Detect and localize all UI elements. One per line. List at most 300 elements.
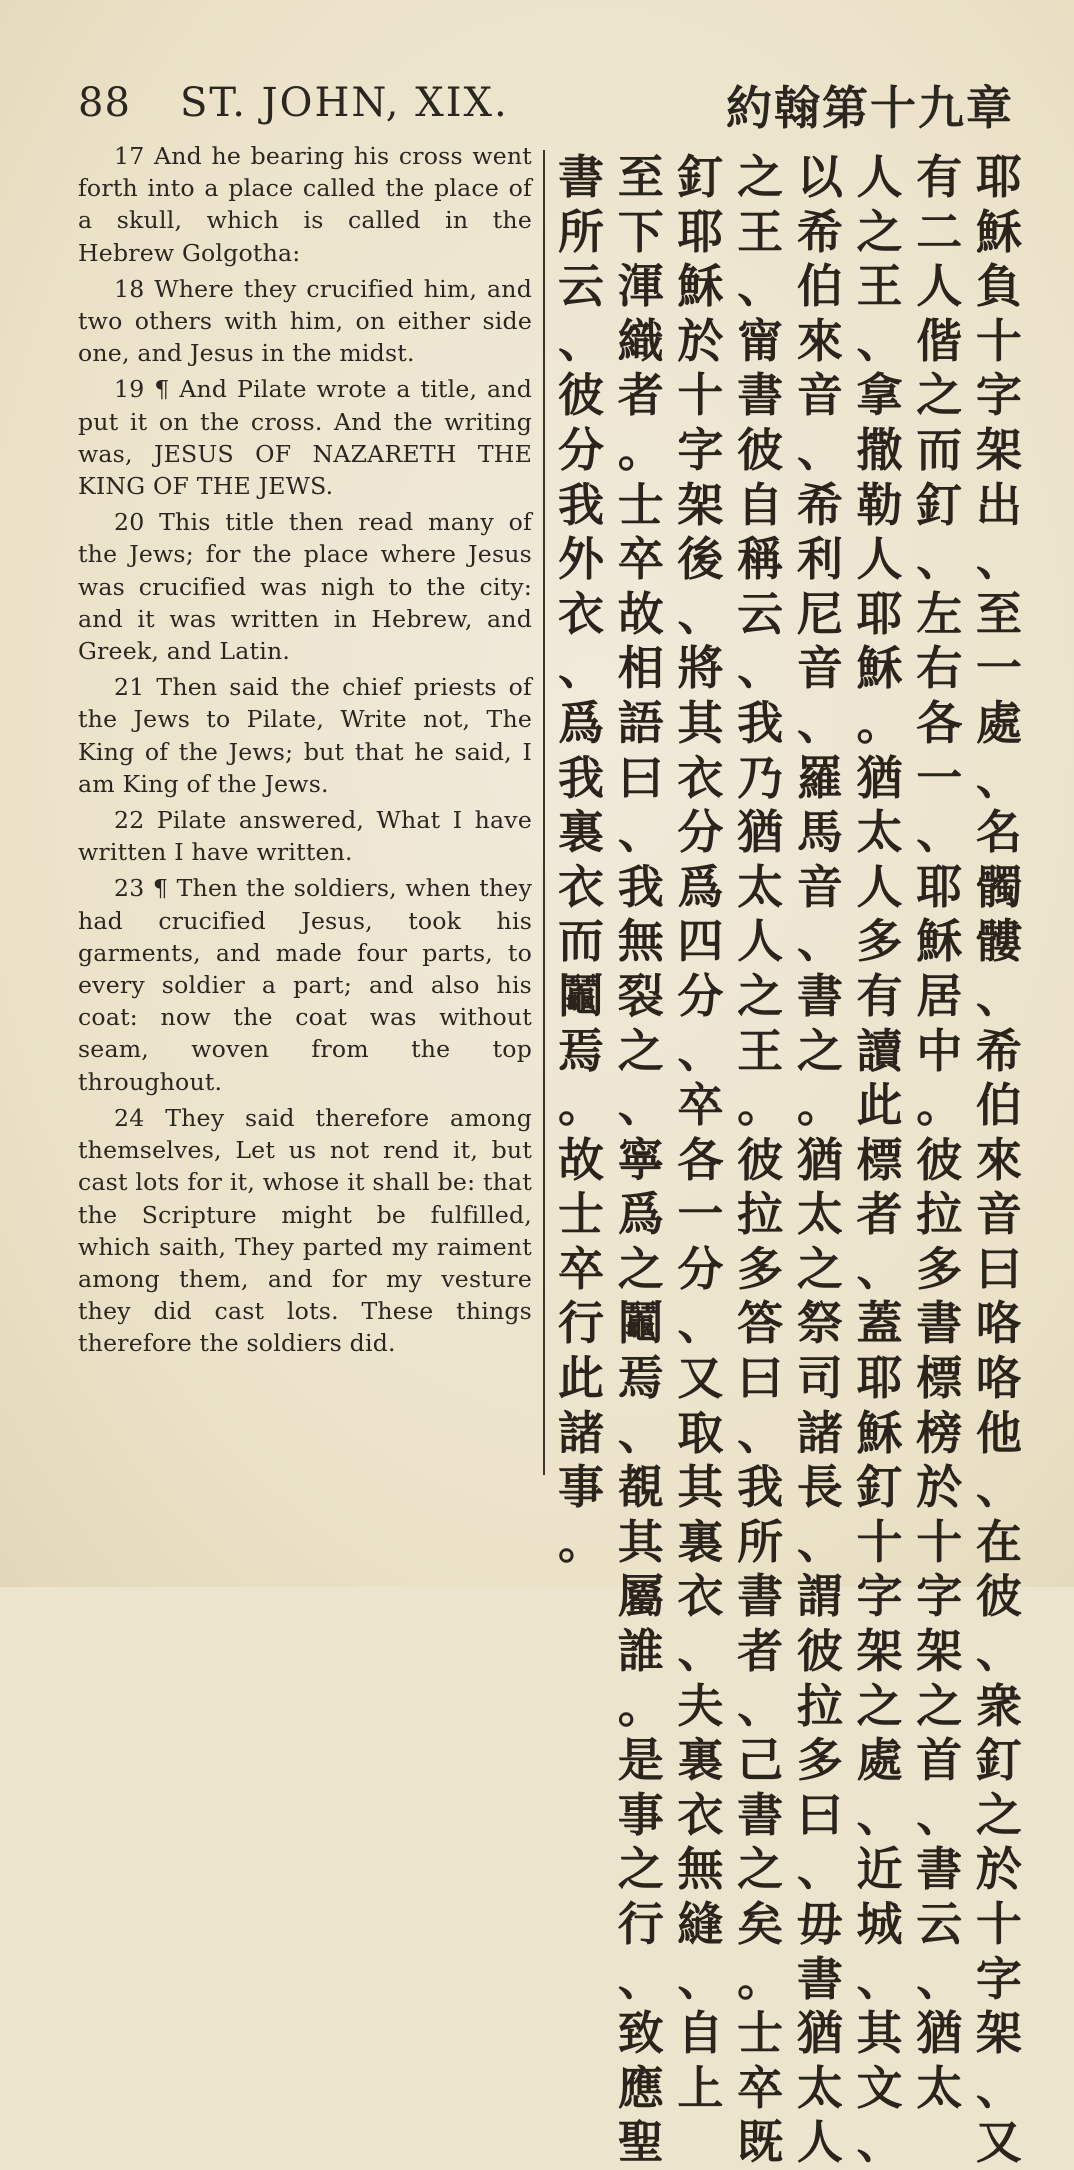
verse-19: 19 ¶ And Pilate wrote a title, and put it on the cross. And the writing was, JESUS OF NAZARETH THE KING OF THE JEWS. xyxy=(78,375,532,501)
chinese-glyph: 羅 xyxy=(796,750,843,805)
verse-22: 22 Pilate answered, What I have written I have written. xyxy=(78,806,532,867)
chinese-glyph: 標 xyxy=(856,1132,903,1187)
chinese-glyph: 人 xyxy=(737,914,784,969)
chinese-glyph: 、 xyxy=(856,1787,903,1842)
chinese-glyph: 誰 xyxy=(617,1624,664,1679)
chinese-glyph: 字 xyxy=(975,368,1022,423)
chinese-glyph: 士 xyxy=(737,2006,784,2061)
chinese-glyph: 十 xyxy=(975,313,1022,368)
chinese-glyph: 書 xyxy=(737,1787,784,1842)
chinese-glyph: 此 xyxy=(856,1078,903,1133)
chinese-glyph: 彼 xyxy=(916,1132,963,1187)
chinese-glyph: 書 xyxy=(796,968,843,1023)
chinese-glyph: 人 xyxy=(856,859,903,914)
chinese-glyph: 至 xyxy=(617,150,664,204)
chinese-glyph: 榜 xyxy=(916,1405,963,1460)
chinese-glyph: 我 xyxy=(558,750,604,805)
chinese-glyph: 爲 xyxy=(558,695,604,750)
chinese-glyph: 音 xyxy=(975,1187,1022,1242)
chinese-glyph: 處 xyxy=(975,695,1022,750)
chinese-glyph: 無 xyxy=(677,1842,724,1897)
english-text-column xyxy=(78,140,532,1470)
chinese-glyph: 分 xyxy=(677,968,724,1023)
chinese-glyph: 衣 xyxy=(677,750,724,805)
chinese-glyph: 寧 xyxy=(617,1132,664,1187)
chinese-glyph: 書 xyxy=(737,368,784,423)
chinese-glyph: 釘 xyxy=(975,1733,1022,1788)
chinese-glyph: 焉 xyxy=(617,1351,664,1406)
chinese-glyph: 曰 xyxy=(975,1241,1022,1296)
chinese-glyph: 織 xyxy=(617,313,664,368)
chinese-glyph: 我 xyxy=(737,695,784,750)
chinese-glyph: 書 xyxy=(796,1951,843,2006)
chinese-glyph: 穌 xyxy=(916,914,963,969)
chinese-glyph: 四 xyxy=(677,914,724,969)
chinese-glyph: 拉 xyxy=(796,1678,843,1733)
chinese-glyph: 。 xyxy=(796,1078,843,1133)
chinese-glyph: 、 xyxy=(677,1624,724,1679)
chinese-glyph: 、 xyxy=(677,1296,724,1351)
chinese-glyph: 、 xyxy=(558,313,604,368)
chinese-glyph: 衆 xyxy=(975,1678,1022,1733)
chinese-glyph: 其 xyxy=(677,1460,724,1515)
chinese-glyph: 馬 xyxy=(796,805,843,860)
chinese-glyph: 於 xyxy=(916,1460,963,1515)
chinese-glyph: 、 xyxy=(856,1951,903,2006)
chinese-glyph: 事 xyxy=(617,1787,664,1842)
chinese-glyph: 勒 xyxy=(856,477,903,532)
chinese-glyph: 、 xyxy=(975,968,1022,1023)
chinese-glyph: 名 xyxy=(975,805,1022,860)
chinese-glyph: 云 xyxy=(737,586,784,641)
chinese-glyph: 衣 xyxy=(677,1787,724,1842)
chinese-glyph: 衣 xyxy=(677,1569,724,1624)
chinese-glyph: 之 xyxy=(916,1678,963,1733)
chinese-glyph: 文 xyxy=(856,2060,903,2115)
chinese-glyph: 多 xyxy=(737,1241,784,1296)
chinese-glyph: 猶 xyxy=(796,2006,843,2061)
chinese-glyph: 釘 xyxy=(916,477,963,532)
chinese-glyph: 人 xyxy=(796,2115,843,2170)
chinese-glyph: 長 xyxy=(796,1460,843,1515)
page-number: 88 xyxy=(78,80,131,126)
chinese-glyph: 有 xyxy=(916,150,963,204)
chinese-glyph: 。 xyxy=(916,1078,963,1133)
chinese-glyph: 之 xyxy=(737,968,784,1023)
chinese-glyph: 十 xyxy=(975,1897,1022,1951)
chinese-glyph: 音 xyxy=(796,641,843,696)
chinese-glyph: 此 xyxy=(558,1351,604,1406)
chinese-glyph: 語 xyxy=(617,695,664,750)
chinese-glyph: 致 xyxy=(617,2006,664,2061)
chinese-glyph: 釘 xyxy=(856,1460,903,1515)
chinese-glyph: 之 xyxy=(796,1241,843,1296)
chinese-column-3 xyxy=(854,150,906,2170)
chinese-glyph: 又 xyxy=(975,2115,1022,2170)
chinese-glyph: 、 xyxy=(617,1078,664,1133)
chinese-glyph: 、 xyxy=(796,422,843,477)
chinese-glyph: 十 xyxy=(916,1514,963,1569)
chinese-glyph: 拉 xyxy=(737,1187,784,1242)
chinese-glyph: 。 xyxy=(856,695,903,750)
chinese-glyph: 焉 xyxy=(558,1023,604,1078)
chinese-glyph: 音 xyxy=(796,368,843,423)
chinese-glyph: 之 xyxy=(856,204,903,259)
chinese-glyph: 裏 xyxy=(558,805,604,860)
chinese-glyph: 又 xyxy=(677,1351,724,1406)
chinese-glyph: 架 xyxy=(975,422,1022,477)
chinese-glyph: 首 xyxy=(916,1733,963,1788)
chinese-glyph: 十 xyxy=(856,1514,903,1569)
chinese-glyph: 穌 xyxy=(856,641,903,696)
chinese-glyph: 王 xyxy=(856,259,903,314)
chinese-glyph: 是 xyxy=(617,1733,664,1788)
chinese-glyph: 云 xyxy=(916,1897,963,1951)
chinese-glyph: 、 xyxy=(737,1405,784,1460)
chinese-glyph: 之 xyxy=(617,1842,664,1897)
chinese-glyph: 書 xyxy=(916,1842,963,1897)
chinese-glyph: 乃 xyxy=(737,750,784,805)
chinese-glyph: 矣 xyxy=(737,1897,784,1951)
chinese-glyph: 裏 xyxy=(677,1733,724,1788)
chinese-glyph: 、 xyxy=(796,1514,843,1569)
verse-24: 24 They said therefore among themselves, Let us not rend it, but cast lots for it, whose it shall be: that the Scripture might be fulfilled, which saith, They parted my raiment among them, and for my vesture they did cast lots. These things therefore the soldiers did. xyxy=(78,1103,532,1358)
chinese-glyph: 人 xyxy=(856,532,903,587)
chinese-glyph: 衣 xyxy=(558,586,604,641)
chinese-column-2 xyxy=(913,150,965,2115)
chinese-glyph: 音 xyxy=(796,859,843,914)
chinese-glyph: 之 xyxy=(856,1678,903,1733)
chinese-glyph: 稱 xyxy=(737,532,784,587)
chinese-glyph: 、 xyxy=(975,750,1022,805)
chinese-glyph: 猶 xyxy=(856,750,903,805)
chinese-glyph: 卒 xyxy=(617,532,664,587)
chinese-glyph: 取 xyxy=(677,1405,724,1460)
chinese-glyph: 、 xyxy=(916,1787,963,1842)
chinese-glyph: 曰 xyxy=(617,750,664,805)
chinese-glyph: 其 xyxy=(856,2006,903,2061)
chinese-glyph: 於 xyxy=(677,313,724,368)
chinese-column-8 xyxy=(555,150,607,1569)
chinese-glyph: 無 xyxy=(617,914,664,969)
chinese-glyph: 故 xyxy=(617,586,664,641)
chinese-column-5 xyxy=(734,150,786,2170)
verse-21: 21 Then said the chief priests of the Jews to Pilate, Write not, The King of the Jews; but that he said, I am King of the Jews. xyxy=(78,673,532,798)
chinese-glyph: 諸 xyxy=(558,1405,604,1460)
chinese-glyph: 書 xyxy=(558,150,604,204)
chinese-glyph: 人 xyxy=(916,259,963,314)
chinese-glyph: 中 xyxy=(916,1023,963,1078)
chinese-glyph: 耶 xyxy=(677,204,724,259)
chinese-glyph: 毋 xyxy=(796,1897,843,1951)
chinese-glyph: 猶 xyxy=(916,2006,963,2061)
chinese-glyph: 夫 xyxy=(677,1678,724,1733)
chinese-glyph: 之 xyxy=(796,1023,843,1078)
chinese-glyph: 架 xyxy=(916,1624,963,1679)
chinese-glyph: 偕 xyxy=(916,313,963,368)
chinese-glyph: 、 xyxy=(916,805,963,860)
chinese-glyph: 。 xyxy=(558,1514,604,1569)
chinese-glyph: 希 xyxy=(796,477,843,532)
chinese-column-1 xyxy=(973,150,1025,2170)
chinese-glyph: 渾 xyxy=(617,259,664,314)
running-title: ST. JOHN, XIX. xyxy=(180,80,509,126)
chinese-glyph: 多 xyxy=(856,914,903,969)
chinese-glyph: 咯 xyxy=(975,1351,1022,1406)
chinese-glyph: 爲 xyxy=(677,859,724,914)
chinese-glyph: 各 xyxy=(916,695,963,750)
chinese-glyph: 居 xyxy=(916,968,963,1023)
chinese-glyph: 其 xyxy=(617,1514,664,1569)
chinese-glyph: 鬮 xyxy=(617,1296,664,1351)
chinese-glyph: 他 xyxy=(975,1405,1022,1460)
chinese-glyph: 者 xyxy=(617,368,664,423)
chinese-glyph: 髑 xyxy=(975,859,1022,914)
chinese-glyph: 字 xyxy=(677,422,724,477)
chinese-glyph: 穌 xyxy=(677,259,724,314)
chinese-glyph: 、 xyxy=(796,914,843,969)
chinese-glyph: 行 xyxy=(558,1296,604,1351)
chinese-glyph: 答 xyxy=(737,1296,784,1351)
chinese-glyph: 、 xyxy=(737,1678,784,1733)
chinese-glyph: 相 xyxy=(617,641,664,696)
chinese-glyph: 耶 xyxy=(975,150,1022,204)
chinese-glyph: 者 xyxy=(737,1624,784,1679)
chinese-glyph: 二 xyxy=(916,204,963,259)
chinese-glyph: 負 xyxy=(975,259,1022,314)
chinese-glyph: 司 xyxy=(796,1351,843,1406)
chinese-glyph: 、 xyxy=(916,532,963,587)
chinese-glyph: 自 xyxy=(677,2006,724,2061)
chinese-glyph: 於 xyxy=(975,1842,1022,1897)
chinese-glyph: 近 xyxy=(856,1842,903,1897)
verse-23: 23 ¶ Then the soldiers, when they had crucified Jesus, took his garments, and made four parts, to every soldier a part; and also his coat: now the coat was without seam, woven from the top throughout. xyxy=(78,874,532,1096)
chinese-glyph: 我 xyxy=(558,477,604,532)
chinese-glyph: 髏 xyxy=(975,914,1022,969)
chinese-glyph: 咯 xyxy=(975,1296,1022,1351)
chinese-glyph: 太 xyxy=(796,1187,843,1242)
chinese-glyph: 彼 xyxy=(796,1624,843,1679)
chinese-glyph: 至 xyxy=(975,586,1022,641)
chinese-glyph: 多 xyxy=(916,1241,963,1296)
chinese-glyph: 、 xyxy=(796,695,843,750)
chinese-glyph: 分 xyxy=(677,1241,724,1296)
chinese-glyph: 穌 xyxy=(856,1405,903,1460)
chinese-glyph: 字 xyxy=(916,1569,963,1624)
chinese-glyph: 拉 xyxy=(916,1187,963,1242)
chinese-glyph: 之 xyxy=(975,1787,1022,1842)
chinese-glyph: 鬮 xyxy=(558,968,604,1023)
chinese-glyph: 各 xyxy=(677,1132,724,1187)
chinese-glyph: 、 xyxy=(856,2115,903,2170)
chinese-glyph: 行 xyxy=(617,1897,664,1951)
chinese-glyph: 裏 xyxy=(677,1514,724,1569)
chinese-glyph: 右 xyxy=(916,641,963,696)
chinese-glyph: 架 xyxy=(677,477,724,532)
chinese-glyph: 、 xyxy=(617,805,664,860)
chinese-glyph: 。 xyxy=(737,1951,784,2006)
verse-18: 18 Where they crucified him, and two others with him, on either side one, and Jesus in the midst. xyxy=(78,274,532,368)
chinese-glyph: 後 xyxy=(677,532,724,587)
chinese-glyph: 、 xyxy=(677,1951,724,2006)
verse-20: 20 This title then read many of the Jews; for the place where Jesus was crucified was nigh to the city: and it was written in Hebrew, and Greek, and Latin. xyxy=(78,508,532,666)
chinese-glyph: 覩 xyxy=(617,1460,664,1515)
chinese-text-column xyxy=(555,150,1025,2170)
chinese-glyph: 耶 xyxy=(856,1351,903,1406)
chinese-glyph: 希 xyxy=(796,204,843,259)
chinese-glyph: 彼 xyxy=(558,368,604,423)
chinese-glyph: 。 xyxy=(617,422,664,477)
chinese-glyph: 我 xyxy=(617,859,664,914)
chinese-glyph: 十 xyxy=(677,368,724,423)
chinese-glyph: 以 xyxy=(796,150,843,204)
chinese-glyph: 架 xyxy=(856,1624,903,1679)
chinese-glyph: 一 xyxy=(677,1187,724,1242)
chinese-glyph: 爲 xyxy=(617,1187,664,1242)
chinese-glyph: 標 xyxy=(916,1351,963,1406)
chinese-glyph: 穌 xyxy=(975,204,1022,259)
chinese-glyph: 分 xyxy=(558,422,604,477)
chinese-glyph: 、 xyxy=(975,532,1022,587)
chinese-glyph: 一 xyxy=(916,750,963,805)
chinese-glyph: 卒 xyxy=(677,1078,724,1133)
chinese-glyph: 諸 xyxy=(796,1405,843,1460)
chinese-glyph: 太 xyxy=(737,859,784,914)
chinese-glyph: 左 xyxy=(916,586,963,641)
chinese-glyph: 伯 xyxy=(796,259,843,314)
chinese-glyph: 聖 xyxy=(617,2115,664,2170)
chinese-glyph: 事 xyxy=(558,1460,604,1515)
chinese-glyph: 、 xyxy=(916,1951,963,2006)
chinese-glyph: 猶 xyxy=(796,1132,843,1187)
chinese-glyph: 曰 xyxy=(737,1351,784,1406)
chinese-glyph: 。 xyxy=(737,1078,784,1133)
chinese-glyph: 來 xyxy=(796,313,843,368)
chinese-glyph: 卒 xyxy=(737,2060,784,2115)
chinese-glyph: 、 xyxy=(975,2060,1022,2115)
chinese-glyph: 蓋 xyxy=(856,1296,903,1351)
chinese-glyph: 縫 xyxy=(677,1897,724,1951)
chinese-glyph: 王 xyxy=(737,204,784,259)
chinese-glyph: 我 xyxy=(737,1460,784,1515)
chinese-glyph: 、 xyxy=(975,1624,1022,1679)
chinese-column-7 xyxy=(615,150,667,2170)
chinese-glyph: 架 xyxy=(975,2006,1022,2061)
chinese-glyph: 、 xyxy=(677,586,724,641)
chinese-glyph: 多 xyxy=(796,1733,843,1788)
chinese-glyph: 、 xyxy=(856,313,903,368)
chinese-glyph: 書 xyxy=(737,1569,784,1624)
chinese-glyph: 撒 xyxy=(856,422,903,477)
chinese-glyph: 謂 xyxy=(796,1569,843,1624)
chinese-glyph: 應 xyxy=(617,2060,664,2115)
chinese-glyph: 來 xyxy=(975,1132,1022,1187)
chinese-glyph: 。 xyxy=(558,1078,604,1133)
chinese-glyph: 處 xyxy=(856,1733,903,1788)
chinese-glyph: 之 xyxy=(737,1842,784,1897)
chinese-glyph: 讀 xyxy=(856,1023,903,1078)
chinese-glyph: 、 xyxy=(677,1023,724,1078)
chinese-glyph: 猶 xyxy=(737,805,784,860)
chinese-glyph: 而 xyxy=(558,914,604,969)
chinese-column-6 xyxy=(674,150,726,2115)
chinese-glyph: 。 xyxy=(617,1678,664,1733)
chinese-title: 約翰第十九章 xyxy=(726,81,1014,135)
chinese-glyph: 分 xyxy=(677,805,724,860)
chinese-glyph: 所 xyxy=(737,1514,784,1569)
chinese-glyph: 利 xyxy=(796,532,843,587)
chinese-glyph: 故 xyxy=(558,1132,604,1187)
chinese-glyph: 彼 xyxy=(737,1132,784,1187)
verse-17: 17 And he bearing his cross went forth into a place called the place of a skull, which is called in the Hebrew Golgotha: xyxy=(78,142,532,267)
chinese-glyph: 者 xyxy=(856,1187,903,1242)
chinese-glyph: 字 xyxy=(856,1569,903,1624)
chinese-glyph: 書 xyxy=(916,1296,963,1351)
chinese-glyph: 太 xyxy=(916,2060,963,2115)
chinese-glyph: 、 xyxy=(796,1842,843,1897)
chinese-glyph: 自 xyxy=(737,477,784,532)
chinese-glyph: 之 xyxy=(617,1241,664,1296)
chinese-glyph: 祭 xyxy=(796,1296,843,1351)
chinese-glyph: 下 xyxy=(617,204,664,259)
chinese-glyph: 尼 xyxy=(796,586,843,641)
chinese-glyph: 之 xyxy=(617,1023,664,1078)
chinese-glyph: 上 xyxy=(677,2060,724,2115)
chinese-glyph: 伯 xyxy=(975,1078,1022,1133)
chinese-glyph: 拿 xyxy=(856,368,903,423)
chinese-glyph: 耶 xyxy=(916,859,963,914)
chinese-glyph: 、 xyxy=(975,1460,1022,1515)
chinese-glyph: 所 xyxy=(558,204,604,259)
column-divider xyxy=(543,150,545,1475)
chinese-glyph: 、 xyxy=(737,259,784,314)
chinese-glyph: 、 xyxy=(558,641,604,696)
chinese-glyph: 希 xyxy=(975,1023,1022,1078)
chinese-glyph: 屬 xyxy=(617,1569,664,1624)
chinese-glyph: 人 xyxy=(856,150,903,204)
chinese-glyph: 字 xyxy=(975,1951,1022,2006)
chinese-column-4 xyxy=(794,150,846,2170)
chinese-glyph: 卒 xyxy=(558,1241,604,1296)
chinese-glyph: 太 xyxy=(796,2060,843,2115)
chinese-glyph: 己 xyxy=(737,1733,784,1788)
chinese-glyph: 其 xyxy=(677,695,724,750)
page-header xyxy=(78,72,1014,135)
chinese-glyph: 耶 xyxy=(856,586,903,641)
chinese-glyph: 將 xyxy=(677,641,724,696)
chinese-glyph: 甯 xyxy=(737,313,784,368)
chinese-glyph: 彼 xyxy=(975,1569,1022,1624)
chinese-glyph: 士 xyxy=(617,477,664,532)
chinese-glyph: 城 xyxy=(856,1897,903,1951)
chinese-glyph: 太 xyxy=(856,805,903,860)
chinese-glyph: 之 xyxy=(737,150,784,204)
chinese-glyph: 云 xyxy=(558,259,604,314)
chinese-glyph: 、 xyxy=(737,641,784,696)
chinese-glyph: 之 xyxy=(916,368,963,423)
chinese-glyph: 出 xyxy=(975,477,1022,532)
chinese-glyph: 一 xyxy=(975,641,1022,696)
chinese-glyph: 、 xyxy=(856,1241,903,1296)
chinese-glyph: 裂 xyxy=(617,968,664,1023)
chinese-glyph: 王 xyxy=(737,1023,784,1078)
chinese-glyph: 有 xyxy=(856,968,903,1023)
chinese-glyph: 彼 xyxy=(737,422,784,477)
chinese-glyph: 外 xyxy=(558,532,604,587)
chinese-glyph: 、 xyxy=(617,1951,664,2006)
chinese-glyph: 在 xyxy=(975,1514,1022,1569)
chinese-glyph: 而 xyxy=(916,422,963,477)
